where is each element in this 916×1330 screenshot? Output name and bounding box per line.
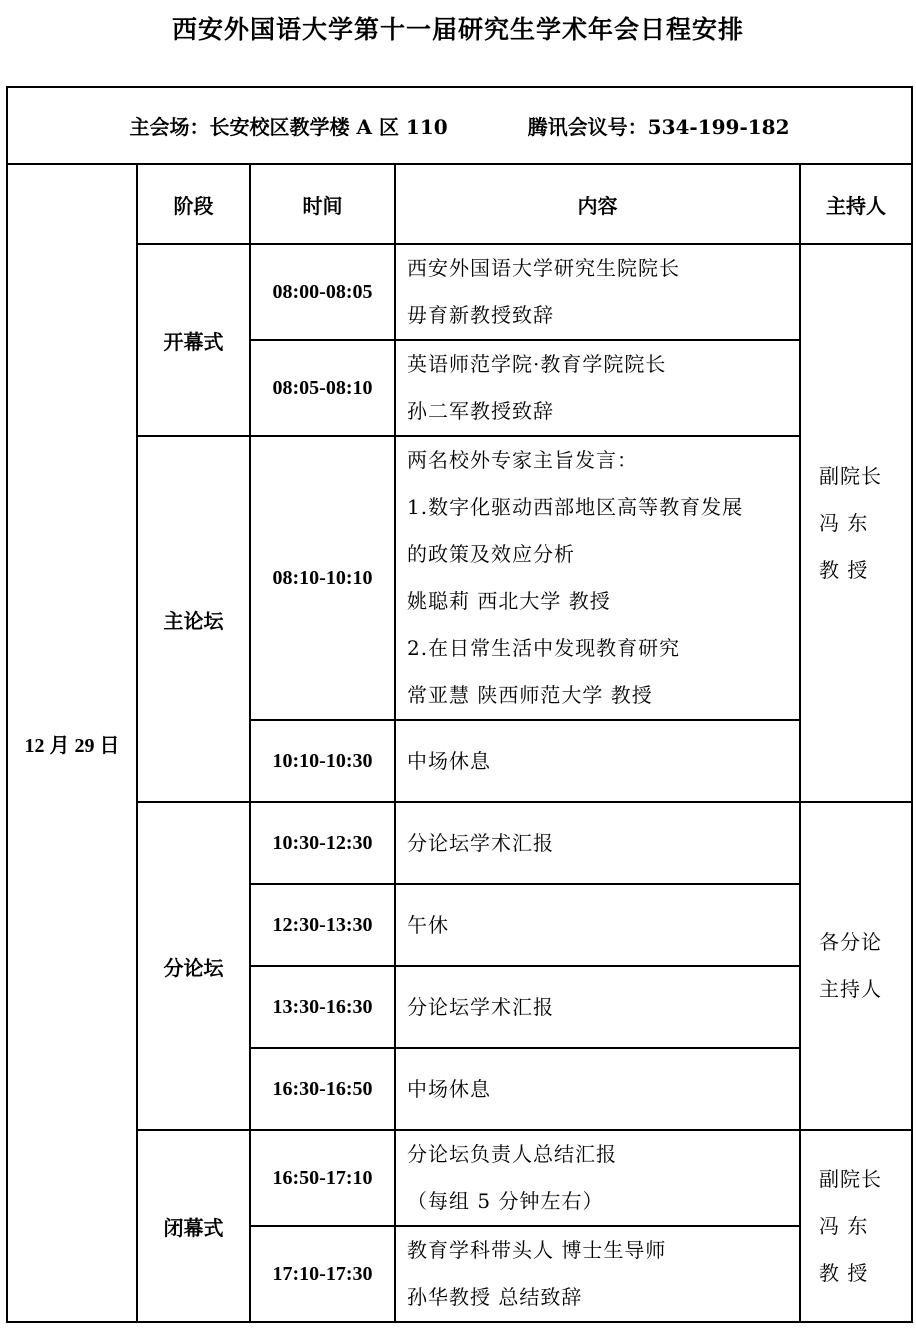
date-cell: 12 月 29 日 bbox=[7, 164, 137, 1322]
table-row bbox=[7, 1130, 912, 1226]
content-line: 1.数字化驱动西部地区高等教育发展 bbox=[407, 495, 744, 519]
time-cell: 16:30-16:50 bbox=[250, 1048, 395, 1130]
time-cell: 12:30-13:30 bbox=[250, 884, 395, 966]
content-line: 午休 bbox=[407, 912, 449, 937]
header-content: 内容 bbox=[395, 164, 800, 244]
content-cell bbox=[395, 966, 800, 1048]
content-line: 英语师范学院·教育学院院长 bbox=[407, 352, 667, 376]
content-line: 两名校外专家主旨发言： bbox=[407, 448, 638, 472]
meeting-id-label: 腾讯会议号：534-199-182 bbox=[527, 115, 790, 139]
content-line: 2.在日常生活中发现教育研究 bbox=[407, 636, 681, 660]
content-cell bbox=[395, 884, 800, 966]
host-line: 主持人 bbox=[819, 977, 882, 1001]
content-line: 中场休息 bbox=[407, 1076, 491, 1101]
content-line: 教育学科带头人 博士生导师 bbox=[407, 1238, 667, 1262]
schedule-table bbox=[6, 86, 913, 1323]
table-row bbox=[7, 802, 912, 884]
host-line: 副院长 bbox=[819, 463, 882, 488]
header-time: 时间 bbox=[250, 164, 395, 244]
content-line: （每组 5 分钟左右） bbox=[407, 1189, 604, 1213]
content-line: 分论坛学术汇报 bbox=[407, 830, 554, 855]
time-cell: 17:10-17:30 bbox=[250, 1226, 395, 1322]
time-cell: 13:30-16:30 bbox=[250, 966, 395, 1048]
time-cell: 08:00-08:05 bbox=[250, 244, 395, 340]
time-cell: 08:10-10:10 bbox=[250, 436, 395, 720]
content-line: 孙华教授 总结致辞 bbox=[407, 1285, 583, 1309]
time-cell: 10:30-12:30 bbox=[250, 802, 395, 884]
venue-label: 主会场：长安校区教学楼 A 区 110 bbox=[129, 115, 448, 139]
content-cell bbox=[395, 244, 800, 340]
header-host: 主持人 bbox=[800, 164, 912, 244]
content-cell bbox=[395, 1048, 800, 1130]
host-line: 副院长 bbox=[819, 1166, 882, 1191]
content-line: 的政策及效应分析 bbox=[407, 542, 575, 566]
stage-closing: 闭幕式 bbox=[137, 1130, 250, 1322]
host-morning bbox=[800, 244, 912, 802]
table-row bbox=[7, 436, 912, 720]
content-cell bbox=[395, 1226, 800, 1322]
time-cell: 16:50-17:10 bbox=[250, 1130, 395, 1226]
content-cell bbox=[395, 720, 800, 802]
host-line: 教 授 bbox=[819, 1260, 869, 1285]
table-row bbox=[7, 244, 912, 340]
content-line: 姚聪莉 西北大学 教授 bbox=[407, 589, 611, 613]
host-sub-forum bbox=[800, 802, 912, 1130]
host-line: 教 授 bbox=[819, 557, 869, 582]
time-cell: 10:10-10:30 bbox=[250, 720, 395, 802]
content-line: 毋育新教授致辞 bbox=[407, 303, 554, 327]
host-line: 冯 东 bbox=[819, 510, 869, 535]
content-cell bbox=[395, 340, 800, 436]
content-cell bbox=[395, 1130, 800, 1226]
stage-sub-forum: 分论坛 bbox=[137, 802, 250, 1130]
content-line: 西安外国语大学研究生院院长 bbox=[407, 256, 680, 280]
content-line: 孙二军教授致辞 bbox=[407, 399, 554, 423]
content-line: 分论坛学术汇报 bbox=[407, 994, 554, 1019]
content-line: 中场休息 bbox=[407, 748, 491, 773]
stage-opening: 开幕式 bbox=[137, 244, 250, 436]
host-closing bbox=[800, 1130, 912, 1322]
venue-cell bbox=[7, 87, 912, 164]
venue-row bbox=[7, 87, 912, 164]
host-line: 冯 东 bbox=[819, 1213, 869, 1238]
page-title: 西安外国语大学第十一届研究生学术年会日程安排 bbox=[171, 15, 744, 44]
content-cell bbox=[395, 802, 800, 884]
content-cell bbox=[395, 436, 800, 720]
content-line: 常亚慧 陕西师范大学 教授 bbox=[407, 683, 653, 707]
time-cell: 08:05-08:10 bbox=[250, 340, 395, 436]
header-row bbox=[7, 164, 912, 244]
host-line: 各分论 bbox=[819, 930, 882, 954]
header-stage: 阶段 bbox=[137, 164, 250, 244]
stage-main-forum: 主论坛 bbox=[137, 436, 250, 802]
content-line: 分论坛负责人总结汇报 bbox=[407, 1142, 617, 1166]
